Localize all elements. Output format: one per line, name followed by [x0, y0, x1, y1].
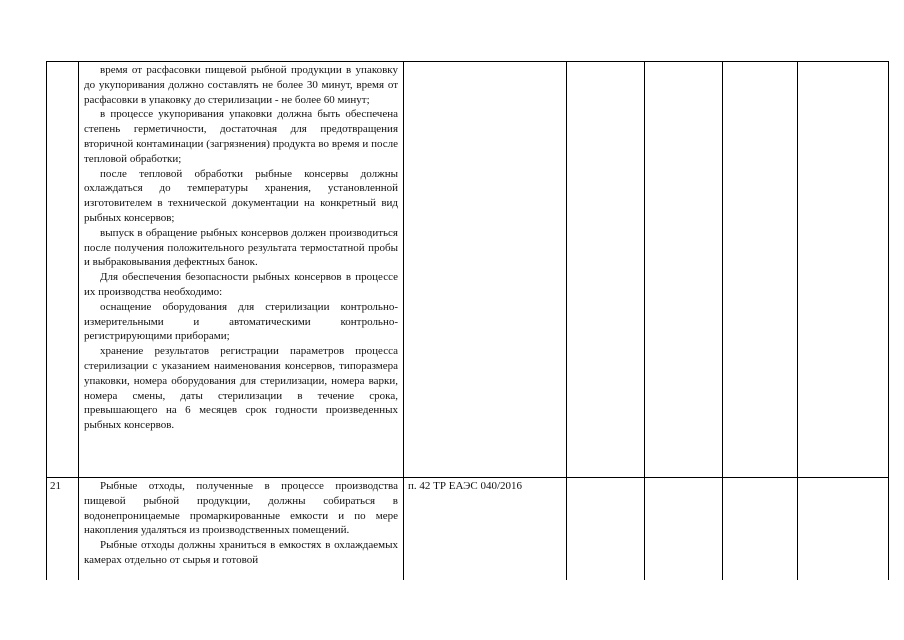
- requirement-paragraph: выпуск в обращение рыбных консервов должен производиться после получения положительного результата термостатной пробы и выбраковывания дефектных банок.: [84, 226, 398, 269]
- requirement-paragraph: Рыбные отходы, полученные в процессе производства пищевой рыбной продукции, должны собираться в водонепроницаемые промаркированные емкости и по мере накопления удаляться из производственных помещений.: [84, 480, 398, 537]
- empty-cell: [644, 477, 723, 580]
- requirement-text-cell: [78, 477, 404, 580]
- empty-cell: [644, 61, 723, 478]
- empty-cell: [722, 61, 798, 478]
- reference-cell: [403, 61, 567, 478]
- requirement-paragraph: Рыбные отходы должны храниться в емкостях в охлаждаемых камерах отдельно от сырья и готовой: [84, 539, 398, 566]
- empty-cell: [797, 477, 889, 580]
- table-row: [0, 61, 904, 478]
- requirement-text-cell: [78, 61, 404, 478]
- requirement-paragraph: после тепловой обработки рыбные консервы должны охлаждаться до температуры хранения, установленной изготовителем в технической документации на конкретный вид рыбных консервов;: [84, 167, 398, 224]
- row-number: 21: [50, 480, 61, 492]
- empty-cell: [566, 477, 645, 580]
- row-number-cell: [46, 477, 79, 580]
- row-number-cell: [46, 61, 79, 478]
- requirement-paragraph: оснащение оборудования для стерилизации контрольно-измерительными и автоматическими контрольно-регистрирующими приборами;: [84, 300, 398, 343]
- legal-reference: п. 42 ТР ЕАЭС 040/2016: [408, 480, 523, 492]
- requirement-paragraph: время от расфасовки пищевой рыбной продукции в упаковку до укупоривания должно составлять не более 30 минут, время от расфасовки в упаковку до стерилизации - не более 60 минут;: [84, 64, 398, 106]
- empty-cell: [566, 61, 645, 478]
- reference-cell: [403, 477, 567, 580]
- requirement-paragraph: Для обеспечения безопасности рыбных консервов в процессе их производства необходимо:: [84, 271, 398, 298]
- table-row: [0, 477, 904, 580]
- empty-cell: [797, 61, 889, 478]
- requirement-paragraph: в процессе укупоривания упаковки должна быть обеспечена степень герметичности, достаточная для предотвращения вторичной контаминации (загрязнения) продукта во время и после тепловой обработки;: [84, 108, 398, 165]
- empty-cell: [722, 477, 798, 580]
- requirement-paragraph: хранение результатов регистрации параметров процесса стерилизации с указанием наименования консервов, типоразмера упаковки, номера оборудования для стерилизации, номера варки, номера смены, даты стерилизации в течение срока, превышающего на 6 месяцев срок годности произведенных рыбных консервов.: [84, 345, 398, 432]
